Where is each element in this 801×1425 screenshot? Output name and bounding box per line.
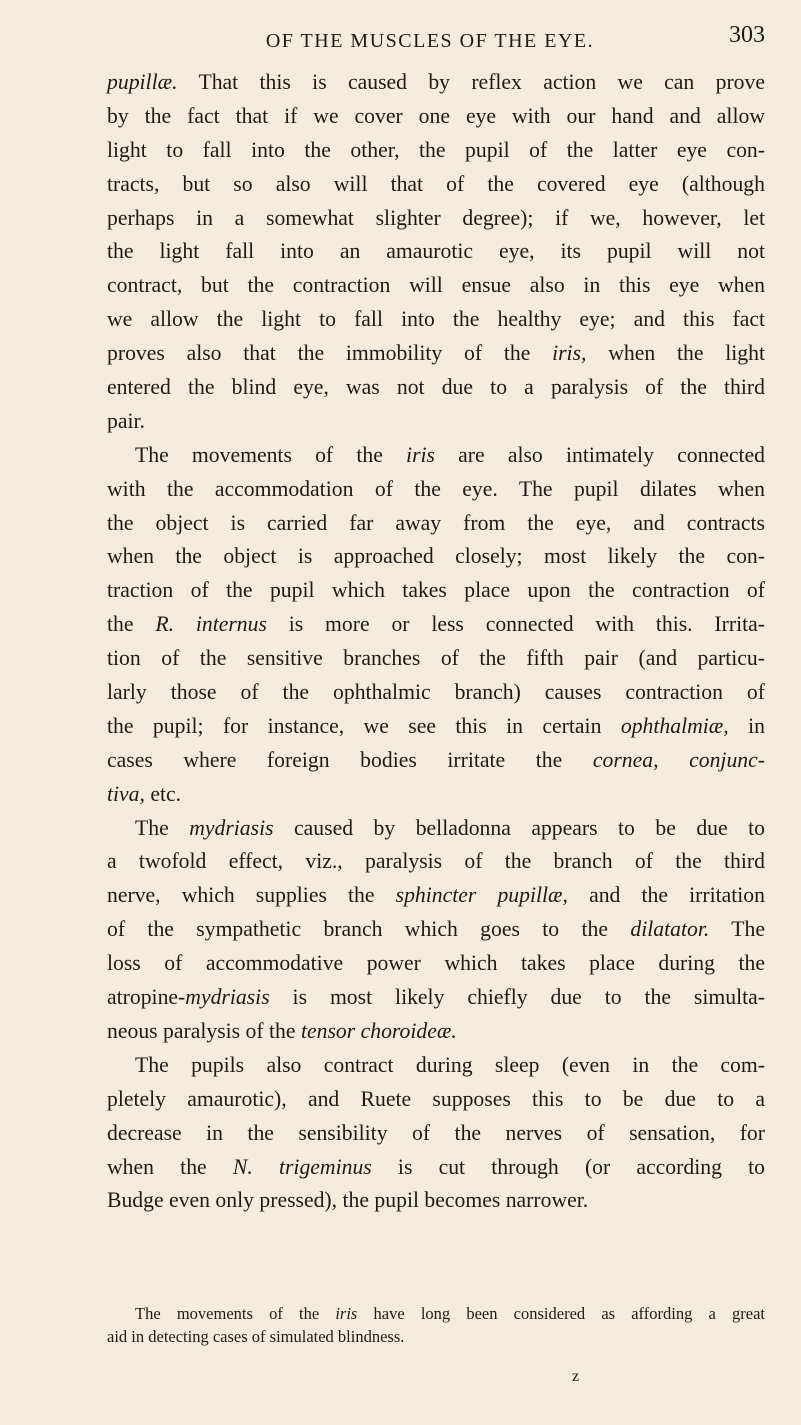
text-line <box>107 439 765 473</box>
text-run: decrease in the sensibility of the nerves of sensation, for <box>107 1120 765 1145</box>
text-line <box>107 66 765 100</box>
text-run: we allow the light to fall into the healthy eye; and this fact <box>107 307 765 332</box>
footnote-line <box>107 1302 765 1325</box>
text-run: a twofold effect, viz., paralysis of the branch of the third <box>107 849 765 874</box>
text-line <box>107 405 765 439</box>
text-run: pair. <box>107 408 145 433</box>
text-line <box>107 1049 765 1083</box>
text-run: entered the blind eye, was not due to a paralysis of the third <box>107 375 765 400</box>
text-run: is cut through (or according to <box>371 1154 765 1179</box>
text-run: That this is caused by reflex action we can prove <box>177 70 765 94</box>
text-run: traction of the pupil which takes place upon the contraction of <box>107 578 765 603</box>
text-run: by the fact that if we cover one eye with our hand and allow <box>107 103 765 128</box>
text-run: The pupils also contract during sleep (even in the com- <box>135 1052 765 1077</box>
italic-term: ophthalmiæ, <box>620 713 729 738</box>
text-run: the light fall into an amaurotic eye, its pupil will not <box>107 239 765 264</box>
text-run: caused by belladonna appears to be due to <box>273 815 765 840</box>
text-run: the pupil; for instance, we see this in certain <box>107 713 621 738</box>
text-line <box>107 371 765 405</box>
text-line <box>107 778 765 812</box>
text-run: when the light <box>586 341 765 366</box>
text-run: when the <box>107 1154 233 1179</box>
text-run: and the irritation <box>567 883 765 908</box>
text-line <box>107 100 765 134</box>
text-line <box>107 879 765 913</box>
text-line <box>107 1151 765 1185</box>
text-line <box>107 1015 765 1049</box>
italic-term: pupillæ. <box>107 70 178 94</box>
text-run: atropine- <box>107 985 186 1010</box>
text-run: the object is carried far away from the eye, and contracts <box>107 510 765 535</box>
text-run: The <box>135 815 190 840</box>
italic-term: iris <box>406 442 435 467</box>
italic-term: mydriasis <box>185 985 270 1010</box>
text-line <box>107 1083 765 1117</box>
text-run: proves also that the immobility of the <box>107 341 553 366</box>
italic-term: N. trigeminus <box>232 1154 372 1179</box>
text-line <box>107 168 765 202</box>
text-run: The movements of the <box>135 1304 336 1323</box>
text-line <box>107 642 765 676</box>
italic-term: dilatator. <box>630 917 710 942</box>
text-line <box>107 134 765 168</box>
text-run: cases where foreign bodies irritate the <box>107 747 593 772</box>
text-line <box>107 540 765 574</box>
text-line <box>107 303 765 337</box>
text-line <box>107 676 765 710</box>
text-line <box>107 269 765 303</box>
text-run: nerve, which supplies the <box>107 883 396 908</box>
text-line <box>107 710 765 744</box>
italic-term: tiva, <box>107 781 145 806</box>
signature-mark: z <box>572 1368 580 1385</box>
text-line <box>107 608 765 642</box>
text-line <box>107 235 765 269</box>
page-number: 303 <box>729 22 765 48</box>
text-line <box>107 1184 765 1218</box>
italic-term: mydriasis <box>189 815 274 840</box>
text-run: Budge even only pressed), the pupil becomes narrower. <box>107 1188 589 1213</box>
text-line <box>107 981 765 1015</box>
text-run: aid in detecting cases of simulated blindness. <box>107 1327 405 1346</box>
text-run: of the sympathetic branch which goes to the <box>107 917 631 942</box>
text-run: neous paralysis of the <box>107 1018 301 1043</box>
text-line <box>107 812 765 846</box>
text-run: light to fall into the other, the pupil of the latter eye con- <box>107 137 765 162</box>
page-header <box>95 22 765 62</box>
text-line <box>107 507 765 541</box>
text-run: pletely amaurotic), and Ruete supposes this to be due to a <box>107 1086 765 1111</box>
text-run: are also intimately connected <box>434 442 766 467</box>
text-run: tion of the sensitive branches of the fifth pair (and particu- <box>107 646 765 671</box>
footnote <box>107 1302 765 1348</box>
text-run: is most likely chiefly due to the simulta- <box>269 985 765 1010</box>
text-line <box>107 574 765 608</box>
text-run: loss of accommodative power which takes place during the <box>107 951 765 976</box>
text-run: in <box>728 713 765 738</box>
text-run: larly those of the ophthalmic branch) causes contraction of <box>107 680 765 705</box>
italic-term: sphincter pupillæ, <box>395 883 568 908</box>
text-line <box>107 845 765 879</box>
footnote-line <box>107 1325 765 1348</box>
running-title: OF THE MUSCLES OF THE EYE. <box>265 30 595 52</box>
text-line <box>107 337 765 371</box>
text-run: The movements of the <box>135 442 407 467</box>
text-run: tracts, but so also will that of the covered eye (although <box>107 171 765 196</box>
text-run: is more or less connected with this. Irrita- <box>266 612 765 637</box>
text-run: etc. <box>144 781 182 806</box>
text-run: have long been considered as affording a great <box>357 1304 765 1323</box>
text-line <box>107 473 765 507</box>
italic-term: cornea, conjunc- <box>592 747 765 772</box>
italic-term: R. internus <box>155 612 267 637</box>
text-run: contract, but the contraction will ensue also in this eye when <box>107 273 765 298</box>
text-run: when the object is approached closely; most likely the con- <box>107 544 765 569</box>
italic-term: tensor choroideæ. <box>300 1018 457 1043</box>
text-run: the <box>107 612 156 637</box>
text-run: perhaps in a somewhat slighter degree); if we, however, let <box>107 205 765 230</box>
italic-term: iris <box>335 1304 358 1323</box>
text-run: with the accommodation of the eye. The pupil dilates when <box>107 476 765 501</box>
body-text <box>107 66 765 1218</box>
text-line <box>107 202 765 236</box>
text-line <box>107 947 765 981</box>
text-run: The <box>709 917 765 942</box>
text-line <box>107 744 765 778</box>
text-line <box>107 1117 765 1151</box>
text-line <box>107 913 765 947</box>
italic-term: iris, <box>552 341 587 366</box>
